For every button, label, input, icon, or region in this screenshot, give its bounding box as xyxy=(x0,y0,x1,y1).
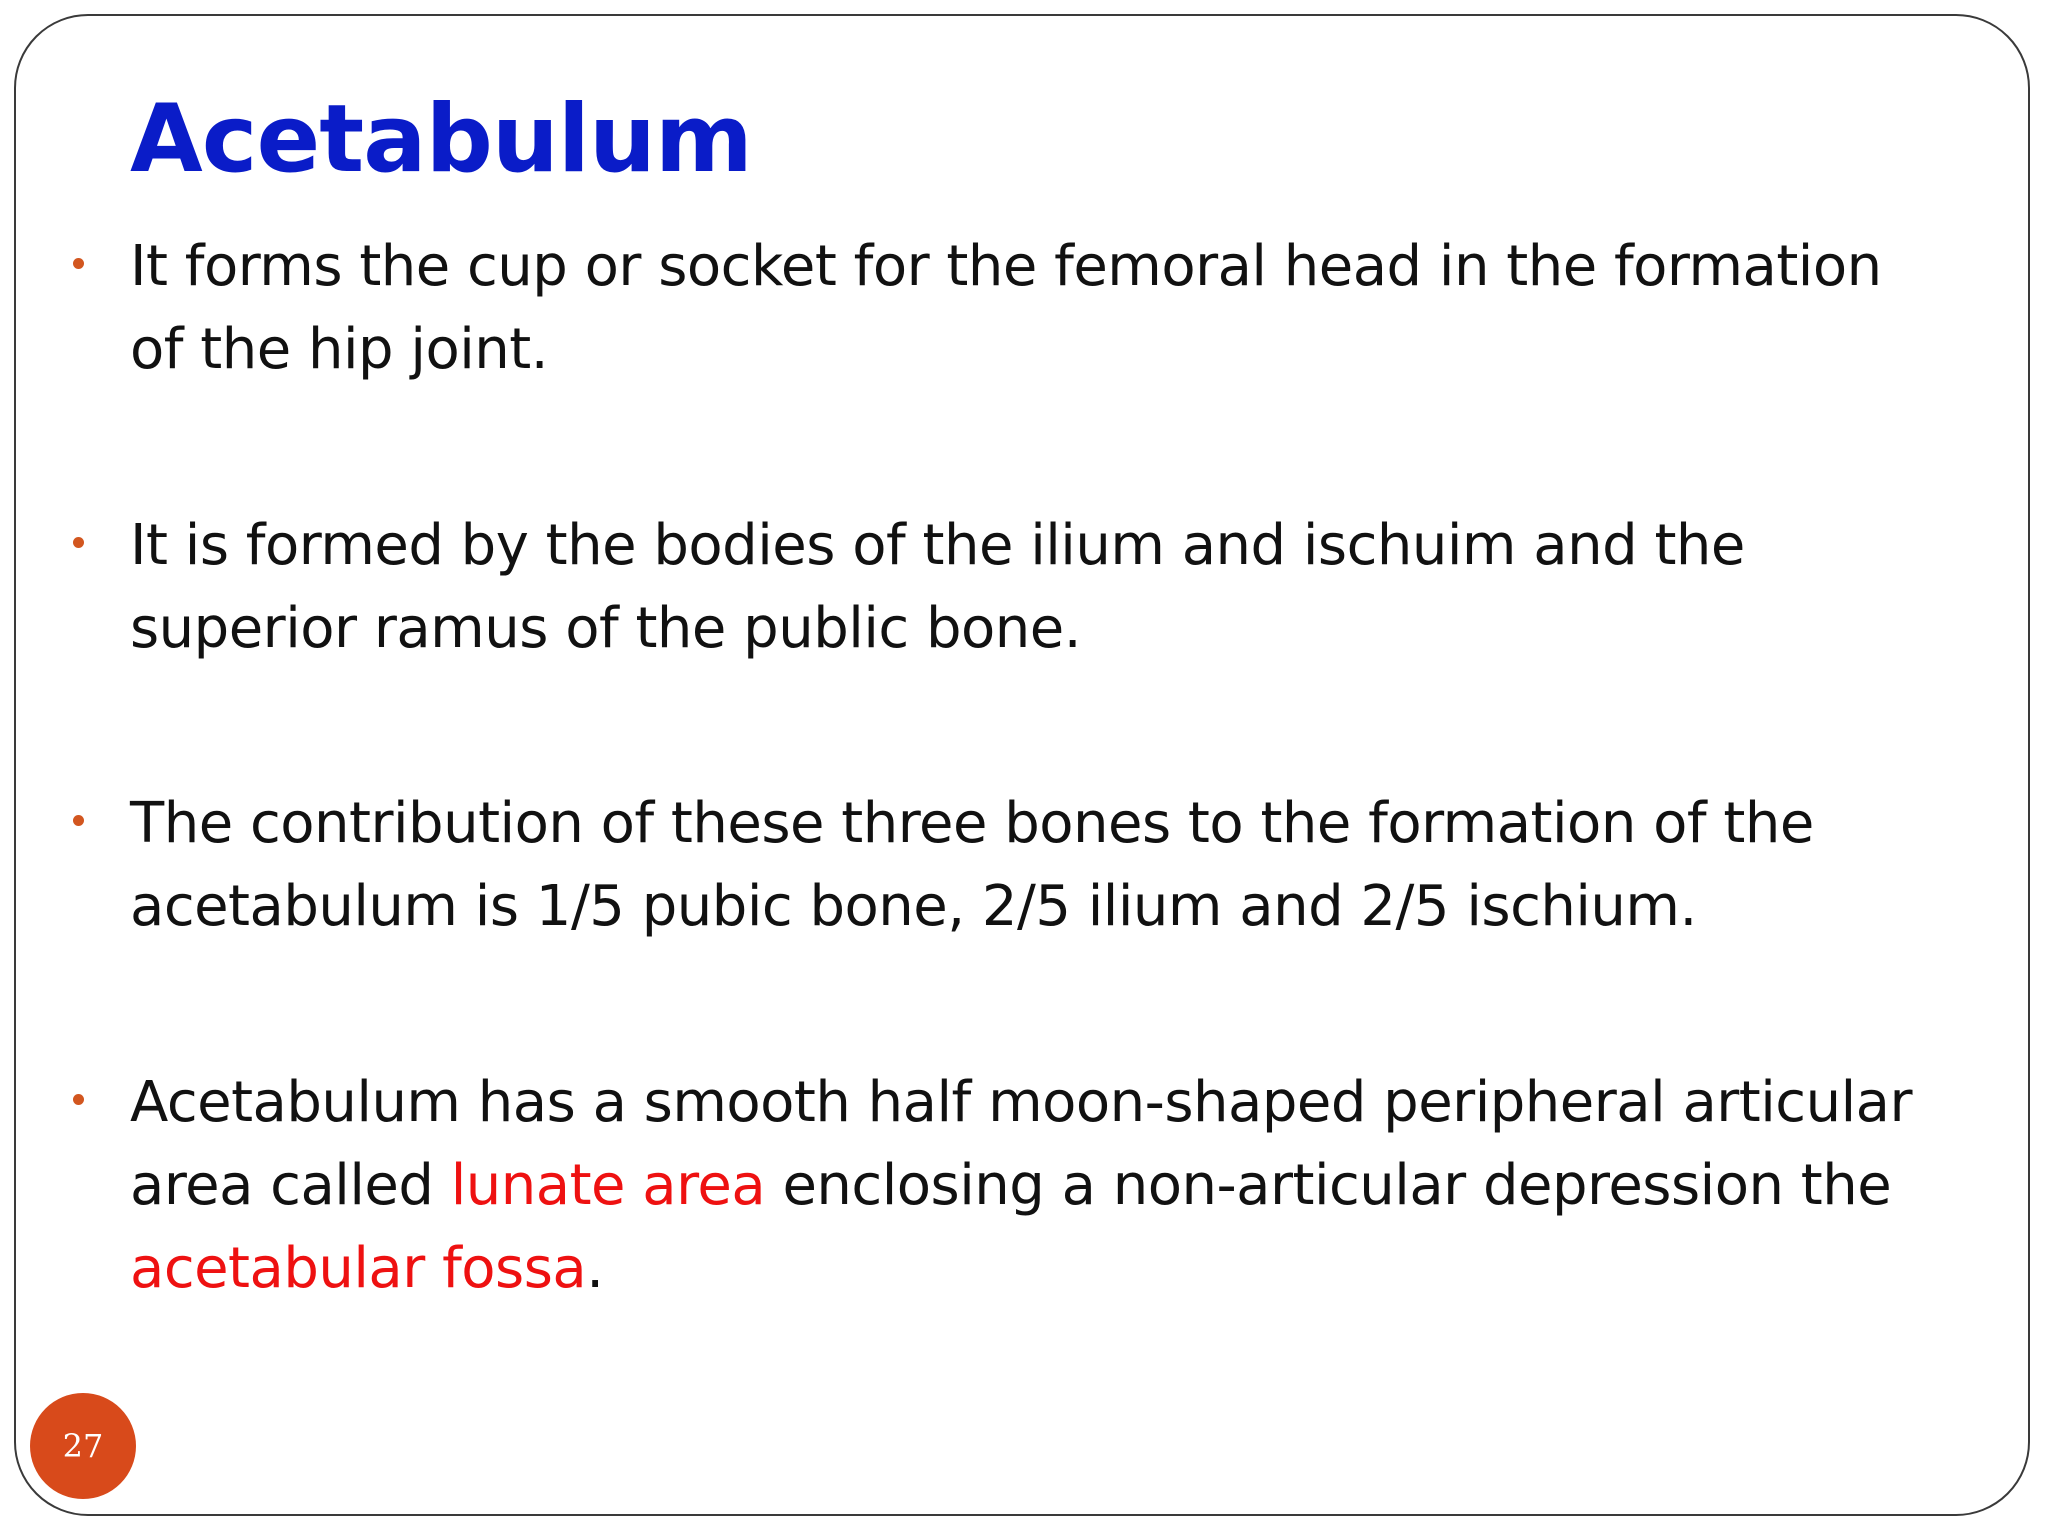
bullet-marker-icon xyxy=(73,1094,84,1105)
slide-title: Acetabulum xyxy=(130,85,752,194)
bullet-text-part: Acetabulum has a smooth half moon-shaped peripheral articular area called xyxy=(130,1070,1912,1218)
bullet-marker-icon xyxy=(73,537,84,548)
page-number-badge xyxy=(30,1393,136,1499)
highlight-lunate-area: lunate area xyxy=(450,1153,766,1218)
bullet-text: It forms the cup or socket for the femoral head in the formation of the hip joint. xyxy=(130,234,1882,382)
bullet-marker-icon xyxy=(73,815,84,826)
highlight-acetabular-fossa: acetabular fossa xyxy=(130,1236,587,1301)
bullet-text: The contribution of these three bones to the formation of the acetabulum is 1/5 pubic bone, 2/5 ilium and 2/5 ischium. xyxy=(130,791,1814,939)
bullet-text-part: enclosing a non-articular depression the xyxy=(765,1153,1892,1218)
bullet-item xyxy=(130,504,1950,670)
bullet-marker-icon xyxy=(73,258,84,269)
bullet-text: It is formed by the bodies of the ilium and ischuim and the superior ramus of the public bone. xyxy=(130,513,1745,661)
bullet-item xyxy=(130,782,1950,948)
bullet-item xyxy=(130,1061,1950,1310)
page-number: 27 xyxy=(62,1427,104,1465)
bullet-item xyxy=(130,225,1950,391)
bullet-text-part: . xyxy=(586,1236,604,1301)
